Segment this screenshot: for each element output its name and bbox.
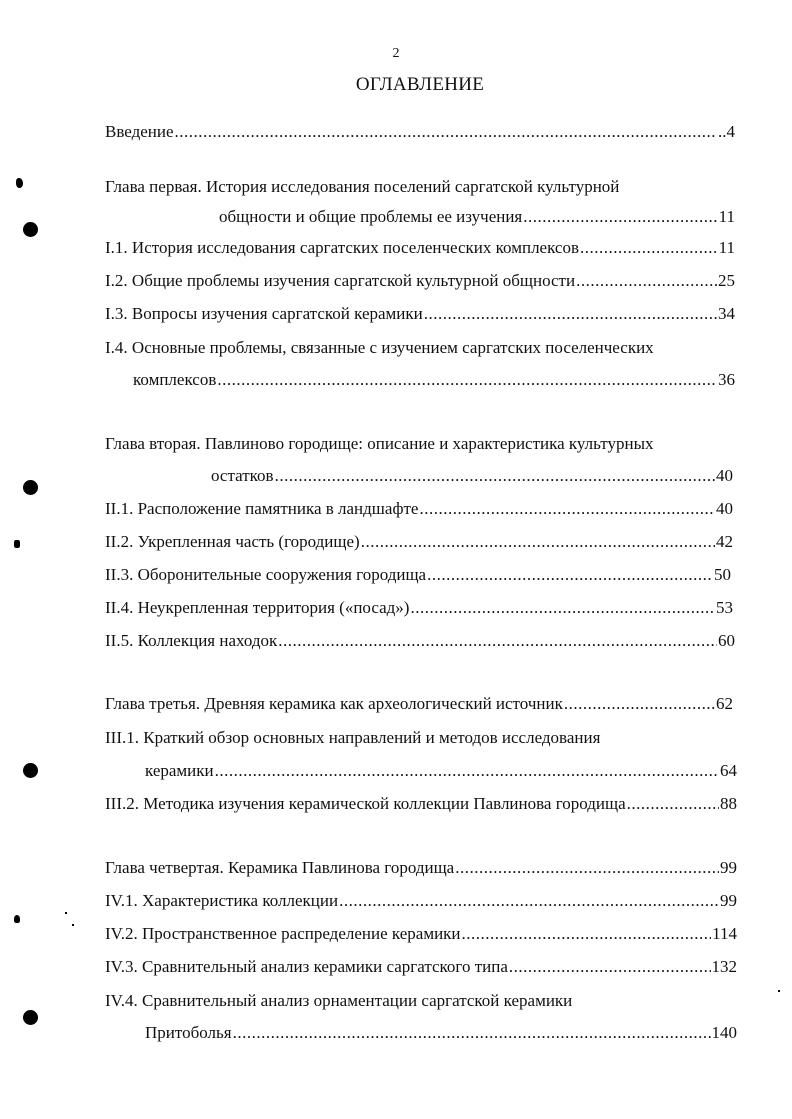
toc-section-4-4-line1: IV.4. Сравнительный анализ орнаментации саргатской керамики [105,991,573,1010]
dot-leader [175,122,717,142]
scan-speck-mark [14,915,20,923]
scan-speck-mark [65,912,67,914]
toc-entry-page: 140 [711,1023,737,1042]
toc-section-4-2 [105,924,737,944]
scan-speck-mark [778,990,780,992]
toc-chapter-2 [211,466,733,486]
dot-leader [427,565,713,585]
dot-leader [509,957,711,977]
toc-entry-page: ..4 [718,122,735,141]
toc-entry-label: II.1. Расположение памятника в ландшафте [105,499,419,518]
toc-entry-label: I.2. Общие проблемы изучения саргатской культурной общности [105,271,576,290]
toc-entry-page: 88 [720,794,737,813]
toc-entry-label: IV.2. Пространственное распределение керамики [105,924,461,943]
punch-hole-mark [23,222,38,237]
toc-entry-label: Глава четвертая. Керамика Павлинова городища [105,858,455,877]
toc-section-2-5 [105,631,735,651]
toc-chapter-2-line1: Глава вторая. Павлиново городище: описание и характеристика культурных [105,434,654,453]
toc-entry-page: 25 [718,271,735,290]
toc-section-3-1-line1: III.1. Краткий обзор основных направлений и методов исследования [105,728,601,747]
dot-leader [275,466,715,486]
toc-entry-label: II.4. Неукрепленная территория («посад») [105,598,410,617]
toc-section-1-2 [105,271,735,291]
toc-entry-page: 60 [718,631,735,650]
dot-leader [217,370,717,390]
toc-entry-intro [105,122,735,142]
punch-hole-mark [23,763,38,778]
toc-section-2-2 [105,532,733,552]
dot-leader [424,304,717,324]
toc-section-1-3 [105,304,735,324]
toc-entry-page: 11 [718,207,735,226]
toc-entry-label: остатков [211,466,274,485]
scan-speck-mark [16,178,23,188]
dot-leader [215,761,719,781]
punch-hole-mark [23,480,38,495]
dot-leader [455,858,719,878]
page-title: ОГЛАВЛЕНИЕ [355,74,485,95]
dot-leader [278,631,717,651]
toc-entry-label: IV.3. Сравнительный анализ керамики саргатского типа [105,957,508,976]
toc-entry-page: 114 [712,924,737,943]
dot-leader [361,532,715,552]
toc-entry-label: Притоболья [145,1023,232,1042]
toc-chapter-4 [105,858,737,878]
toc-section-4-3 [105,957,737,977]
dot-leader [462,924,712,944]
dot-leader [627,794,719,814]
toc-entry-page: 64 [720,761,737,780]
dot-leader [233,1023,711,1043]
toc-section-3-2 [105,794,737,814]
toc-entry-page: 11 [718,238,735,257]
toc-section-4-1 [105,891,737,911]
toc-entry-page: 36 [718,370,735,389]
toc-entry-label: III.2. Методика изучения керамической коллекции Павлинова городища [105,794,626,813]
toc-entry-label: I.1. История исследования саргатских поселенческих комплексов [105,238,580,257]
toc-entry-label: I.3. Вопросы изучения саргатской керамики [105,304,423,323]
dot-leader [576,271,717,291]
toc-entry-page: 53 [716,598,733,617]
scan-speck-mark [14,540,20,548]
toc-section-2-1 [105,499,733,519]
toc-entry-label: IV.1. Характеристика коллекции [105,891,339,910]
punch-hole-mark [23,1010,38,1025]
toc-entry-label: Глава третья. Древняя керамика как археологический источник [105,694,563,713]
toc-section-4-4 [145,1023,737,1043]
toc-chapter-3 [105,694,733,714]
toc-entry-label: Введение [105,122,174,141]
toc-section-1-4-line1: I.4. Основные проблемы, связанные с изучением саргатских поселенческих [105,338,654,357]
toc-entry-page: 42 [716,532,733,551]
toc-entry-label: керамики [145,761,214,780]
toc-entry-page: 40 [716,499,733,518]
toc-section-2-3 [105,565,731,585]
toc-entry-label: II.2. Укрепленная часть (городище) [105,532,360,551]
toc-section-1-4 [133,370,735,390]
toc-chapter-1-line1: Глава первая. История исследования поселений саргатской культурной [105,177,620,196]
toc-entry-page: 99 [720,858,737,877]
dot-leader [580,238,718,258]
dot-leader [419,499,715,519]
dot-leader [564,694,715,714]
toc-entry-label: общности и общие проблемы ее изучения [219,207,523,226]
toc-entry-label: II.3. Оборонительные сооружения городища [105,565,427,584]
dot-leader [523,207,717,227]
toc-section-3-1 [145,761,737,781]
dot-leader [410,598,715,618]
toc-section-1-1 [105,238,735,258]
toc-entry-label: комплексов [133,370,217,389]
toc-entry-page: 62 [716,694,733,713]
toc-entry-page: 132 [711,957,737,976]
toc-chapter-1 [219,207,735,227]
toc-section-2-4 [105,598,733,618]
page-number: 2 [392,46,400,61]
toc-entry-label: II.5. Коллекция находок [105,631,278,650]
toc-entry-page: 34 [718,304,735,323]
scan-speck-mark [72,924,74,926]
toc-entry-page: 99 [720,891,737,910]
dot-leader [339,891,719,911]
toc-entry-page: 40 [716,466,733,485]
toc-entry-page: 50 [714,565,731,584]
